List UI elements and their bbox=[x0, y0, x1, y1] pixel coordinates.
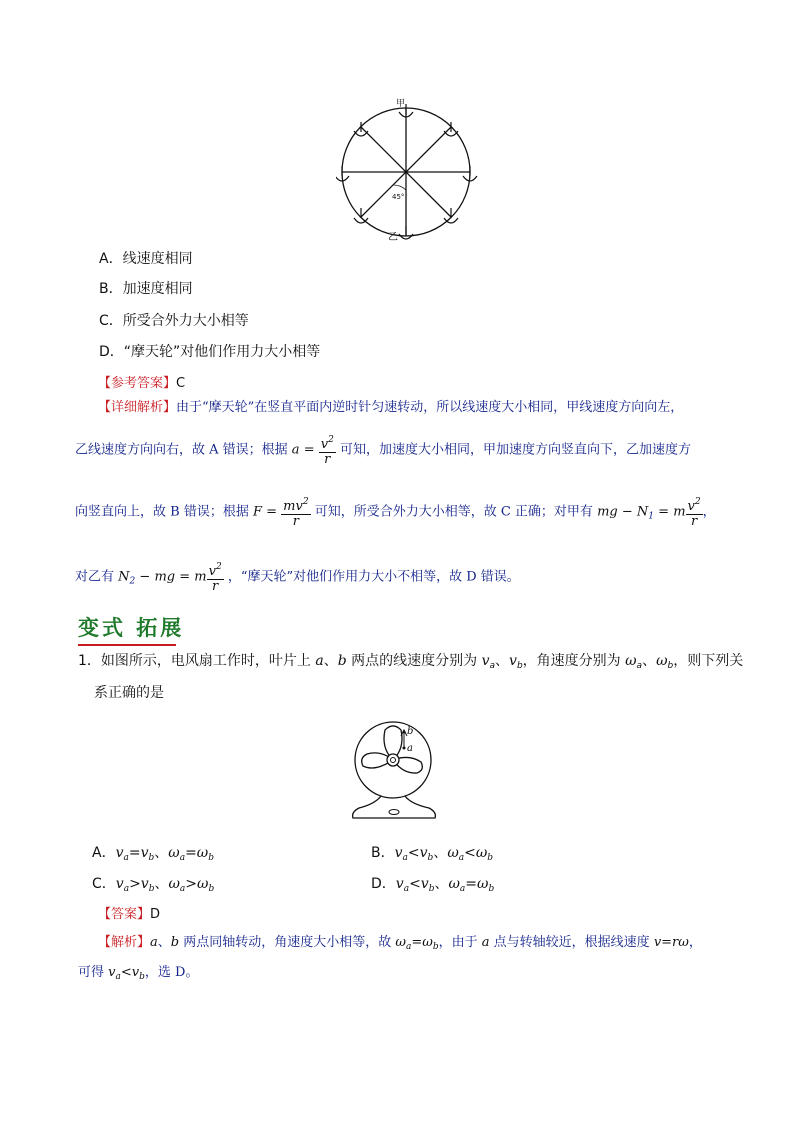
electric-fan-figure bbox=[345, 718, 445, 826]
question-2-line-1: 1．如图所示，电风扇工作时，叶片上 a、b 两点的线速度分别为 $v_a$、$v_b$，角速度分别为 $\omega_a$、$\omega_b$，则下列关 bbox=[78, 653, 744, 671]
option2-c: C．$v_a>v_b$、$\omega_a>\omega_b$ bbox=[92, 876, 215, 894]
answer-2-value: D bbox=[150, 907, 161, 922]
ferris-wheel-figure bbox=[336, 94, 488, 244]
option2-a: A．$v_a=v_b$、$\omega_a=\omega_b$ bbox=[92, 845, 214, 863]
analysis-line-4: 对乙有 $N_2$ − mg = m $\frac{v^2}{r}$ ，“摩天轮”对他们作用力大小不相等，故 D 错误。 bbox=[75, 562, 520, 594]
answer-tag: 【参考答案】 bbox=[98, 376, 177, 391]
analysis-line-3: 向竖直向上，故 B 错误；根据 F = $\frac{mv^2}{r}$ 可知，所受合外力大小相等，故 C 正确；对甲有 mg − $N_1 = m$ $\frac{v^2}{r}$ ， bbox=[75, 497, 716, 529]
option-b: B．加速度相同 bbox=[99, 281, 193, 297]
option-d: D．“摩天轮”对他们作用力大小相等 bbox=[99, 344, 321, 360]
answer-2 bbox=[98, 903, 160, 922]
analysis-line-1: 【详细解析】由于“摩天轮”在竖直平面内逆时针匀速转动，所以线速度大小相同，甲线速度方向向左， bbox=[98, 400, 684, 415]
fan-label-a: a bbox=[407, 743, 413, 754]
answer-value: C bbox=[176, 376, 186, 391]
reference-answer bbox=[98, 372, 185, 391]
analysis-tag: 【详细解析】 bbox=[98, 400, 177, 415]
section-heading: 变式 拓展 bbox=[78, 612, 184, 646]
analysis-2-tag: 【解析】 bbox=[98, 935, 151, 950]
option-a: A．线速度相同 bbox=[99, 251, 193, 267]
analysis-2-line-2: 可得 $v_a<v_b$，选 D。 bbox=[78, 965, 199, 982]
fan-label-b: b bbox=[407, 726, 414, 737]
question-2-line-2: 系正确的是 bbox=[94, 685, 164, 701]
option2-d: D．$v_a<v_b$、$\omega_a=\omega_b$ bbox=[371, 876, 495, 894]
option-c: C．所受合外力大小相等 bbox=[99, 313, 249, 329]
angle-label: 45° bbox=[392, 193, 405, 201]
label-yi: 乙 bbox=[388, 232, 398, 243]
analysis-2-line-1: 【解析】a、b 两点同轴转动，角速度大小相等，故 $\omega_a=\omega_b$，由于 a 点与转轴较近，根据线速度 v=rω， bbox=[98, 935, 702, 952]
option2-b: B．$v_a<v_b$、$\omega_a<\omega_b$ bbox=[371, 845, 494, 863]
analysis-line-2: 乙线速度方向向右，故 A 错误；根据 a = $\frac{v^2}{r}$ 可知，加速度大小相同，甲加速度方向竖直向下，乙加速度方 bbox=[75, 435, 691, 467]
label-jia: 甲 bbox=[396, 99, 406, 109]
answer-2-tag: 【答案】 bbox=[98, 907, 151, 922]
